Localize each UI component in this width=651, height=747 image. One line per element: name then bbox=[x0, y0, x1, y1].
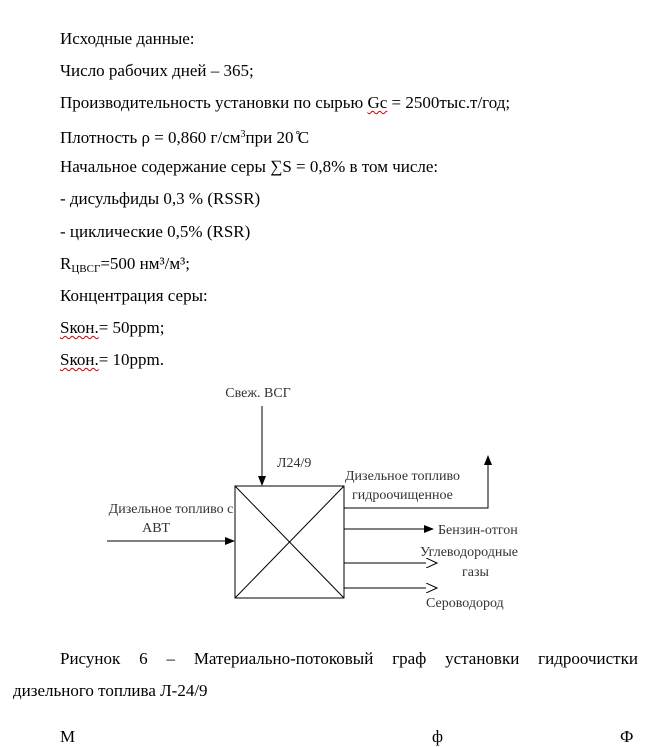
out-diesel-label-line1: Дизельное топливо bbox=[345, 469, 460, 484]
fresh-gas-label: Свеж. ВСГ bbox=[225, 386, 291, 401]
skon-line-1: Sкон.= 50ppm; bbox=[60, 318, 165, 337]
capacity-line: Производительность установки по сырью Gc = 2500тыс.т/год; bbox=[60, 93, 511, 112]
heading-source-data: Исходные данные: bbox=[60, 29, 195, 48]
out-gasoline-label: Бензин-отгон bbox=[438, 523, 518, 538]
sulfur-conc-label: Концентрация серы: bbox=[60, 286, 208, 305]
cutoff-text-mid: ф bbox=[432, 727, 444, 746]
work-days-line: Число рабочих дней – 365; bbox=[60, 61, 254, 80]
cutoff-text-left: М bbox=[60, 727, 76, 746]
sulfur-initial-line: Начальное содержание серы ∑S = 0,8% в том числе: bbox=[60, 157, 439, 176]
input-label-line2: АВТ bbox=[142, 521, 170, 536]
r-cvsg-line: $R_{ЦВСГ}=500$ нм³/м³; bbox=[60, 254, 190, 275]
cyclic-line: - циклические 0,5% (RSR) bbox=[60, 222, 251, 241]
skon-line-2: Sкон.= 10ppm. bbox=[60, 350, 165, 369]
disulfides-line: - дисульфиды 0,3 % (RSSR) bbox=[60, 189, 261, 208]
input-label-line1: Дизельное топливо с bbox=[108, 502, 234, 517]
capacity-symbol: Gc bbox=[367, 93, 388, 112]
out-h2s-label: Сероводород bbox=[426, 596, 504, 611]
out-diesel-label-line2: гидроочищенное bbox=[352, 488, 453, 503]
density-line: Плотность ρ = 0,860 $г/см^3при$ 20 ̊С bbox=[60, 128, 310, 147]
unit-label: Л24/9 bbox=[277, 456, 312, 471]
figure-caption-line2: дизельного топлива Л-24/9 bbox=[13, 681, 208, 700]
cutoff-text-right: Ф bbox=[620, 727, 634, 746]
out-gases-label-line1: Углеводородные bbox=[420, 545, 518, 560]
out-gases-label-line2: газы bbox=[462, 565, 489, 580]
figure-caption-line1: Рисунок 6 – Материально-потоковый граф установки гидроочистки bbox=[60, 649, 638, 668]
